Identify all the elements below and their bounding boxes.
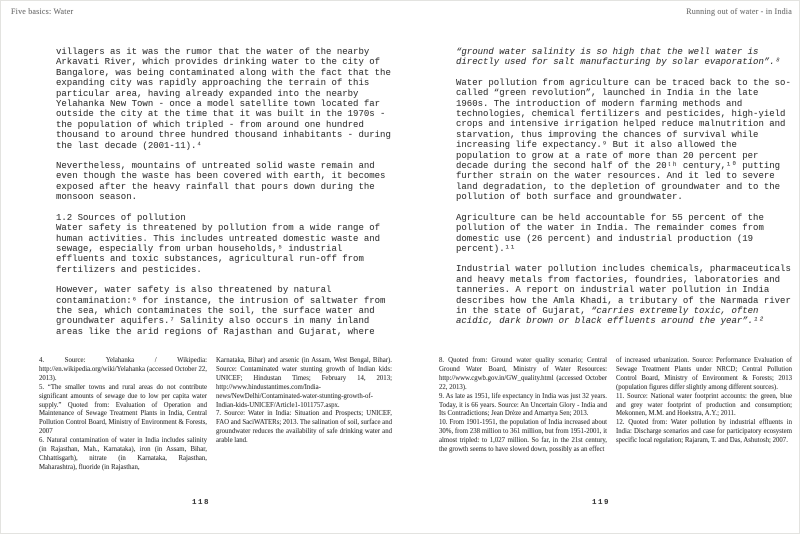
- paragraph-lead-text: Industrial water pollution includes chemicals, pharmaceuticals and heavy metals from factories, foundries, laboratories and tanneries. A report on industrial water pollution in India describes how the Amla Khadi, a tributary of the Narmada river in the state of Gujarat,: [456, 264, 791, 316]
- body-paragraph: Water pollution from agriculture can be traced back to the so-called “green revolution”, launched in India in the late 1960s. The introduction of modern farming methods and technologies, chemical fertilizers and pesticides, high-yield crops and intensive irrigation helped reduce malnutrition and starvation, thus improving the chances of survival while increasing life expectancy.⁹ But it also allowed the population to grow at a rate of more than 20 percent per decade during the second half of the 20ᵗʰ century,¹⁰ putting further strain on the water resources. And it led to severe land degradation, to the depletion of groundwater and to the pollution of both surface and groundwater.: [456, 77, 791, 203]
- page-left: [1, 1, 401, 534]
- body-paragraph: Water safety is threatened by pollution from a wide range of human activities. This includes untreated domestic waste and sewage, especially from urban households,⁵ industrial effluents and toxic substances, agricultural run-off from fertilizers and pesticides.: [56, 223, 381, 275]
- footnote: 11. Source: National water footprint accounts: the green, blue and grey water footprint of production and consumption; Mekonnen, M.M. and Hoekstra, A.Y.; 2011.: [616, 392, 792, 418]
- quote-paragraph: “ground water salinity is so high that the well water is directly used for salt manufacturing by solar evaporation”.⁸: [456, 47, 781, 68]
- page-number-right: 119: [591, 499, 610, 507]
- footnote: 8. Quoted from: Ground water quality scenario; Central Ground Water Board, Ministry of Water Resources: http://www.cgwb.gov.in/GW_quality.html (accessed October 22, 2013).: [439, 357, 607, 391]
- left-page-body: [56, 47, 393, 337]
- footnotes-column-2: [216, 357, 392, 446]
- footnote: 5. “The smaller towns and rural areas do not contribute significant amounts of sewage due to low per capita water supply.” Quoted from: Evaluation of Operation and Maintenance of Sewage Treatment Plants in India, Central Pollution Control Board, Ministry of Environment & Forests, 2007: [39, 383, 207, 436]
- footnotes-column-1: [439, 357, 607, 455]
- page-right: [401, 1, 800, 534]
- page-number-left: 118: [191, 499, 210, 507]
- inline-quote-text: “carries extremely toxic, often acidic, dark brown or black effluents around the year”.¹²: [456, 305, 764, 327]
- running-header-right: Running out of water - in India: [686, 7, 792, 16]
- footnote: 10. From 1901-1951, the population of India increased about 30%, from 238 million to 361 million, but from 1951-2001, it almost tripled: to 1,027 million. So far, in the 21st century, the growth seems to have slowed down, possibly as an effect: [439, 419, 607, 454]
- footnote: 4. Source: Yelahanka / Wikipedia: http://en.wikipedia.org/wiki/Yelahanka (accessed October 22, 2013).: [39, 357, 207, 382]
- body-paragraph: Agriculture can be held accountable for 55 percent of the pollution of the water in India. The remainder comes from domestic use (26 percent) and industrial production (19 percent).¹¹: [456, 212, 764, 254]
- footnotes-column-2: [616, 357, 792, 446]
- right-page-body: [456, 47, 793, 327]
- body-paragraph: [456, 264, 793, 326]
- body-paragraph: Nevertheless, mountains of untreated solid waste remain and even though the waste has been covered with earth, it becomes exposed after the heavy rainfall that pours down during the monsoon season.: [56, 161, 386, 203]
- running-header-left: Five basics: Water: [11, 7, 74, 16]
- footnote: 9. As late as 1951, life expectancy in India was just 32 years. Today, it is 66 years. Source: An Uncertain Glory - India and Its Contradictions; Jean Drèze and Amartya Sen; 2013.: [439, 392, 607, 418]
- footnote: Karnataka, Bihar) and arsenic (in Assam, West Bengal, Bihar). Source: Contaminated water stunting growth of Indian kids: UNICEF; Hindustan Times; February 14, 2013; http://www.hindustantimes.com/India-news/NewDelhi/Contaminated-water-stunting-growth-of-Indian-kids-UNICEF/Article1-1011757.aspx.: [216, 357, 392, 409]
- footnote: 6. Natural contamination of water in India includes salinity (in Rajasthan, Mah., Karnataka), iron (in Assam, Bihar, Chhattisgarh), nitrate (in Karnataka, Rajasthan, Maharashtra), fluoride (in Rajasthan,: [39, 437, 207, 471]
- footnote: 12. Quoted from: Water pollution by industrial effluents in India: Discharge scenarios and case for participatory ecosystem specific local regulation; Rajaram, T. and Das, Ashutosh; 2007.: [616, 419, 792, 445]
- footnote: of increased urbanization. Source: Performance Evaluation of Sewage Treatment Plants under NRCD; Central Pollution Control Board, Ministry of Environment & Forests; 2013 (population figures differ slightly among different sources).: [616, 357, 792, 391]
- section-heading: 1.2 Sources of pollution: [56, 212, 186, 223]
- body-paragraph: However, water safety is also threatened by natural contamination:⁶ for instance, the intrusion of saltwater from the sea, which contaminates the soil, the surface water and groundwater aquifers.⁷ Salinity also occurs in many inland areas like the arid regions of Rajasthan and Gujarat, where: [56, 285, 386, 337]
- footnotes-column-1: [39, 357, 207, 473]
- footnote: 7. Source: Water in India: Situation and Prospects; UNICEF, FAO and SaciWATERs; 2013. The salination of soil, surface and groundwater reduces the availability of safe drinking water and arable land.: [216, 410, 392, 445]
- body-paragraph: villagers as it was the rumor that the water of the nearby Arkavati River, which provides drinking water to the city of Bangalore, was being contaminated along with the fact that the expanding city was rapidly approaching the terrain of this particular area, having already expanded into the nearby Yelahanka New Town - once a model satellite town located far outside the city at the time that it was built in the 1970s - the population of which tripled - from around one hundred thousand to around three hundred thousand inhabitants - during the last decade (2001-11).⁴: [56, 47, 391, 151]
